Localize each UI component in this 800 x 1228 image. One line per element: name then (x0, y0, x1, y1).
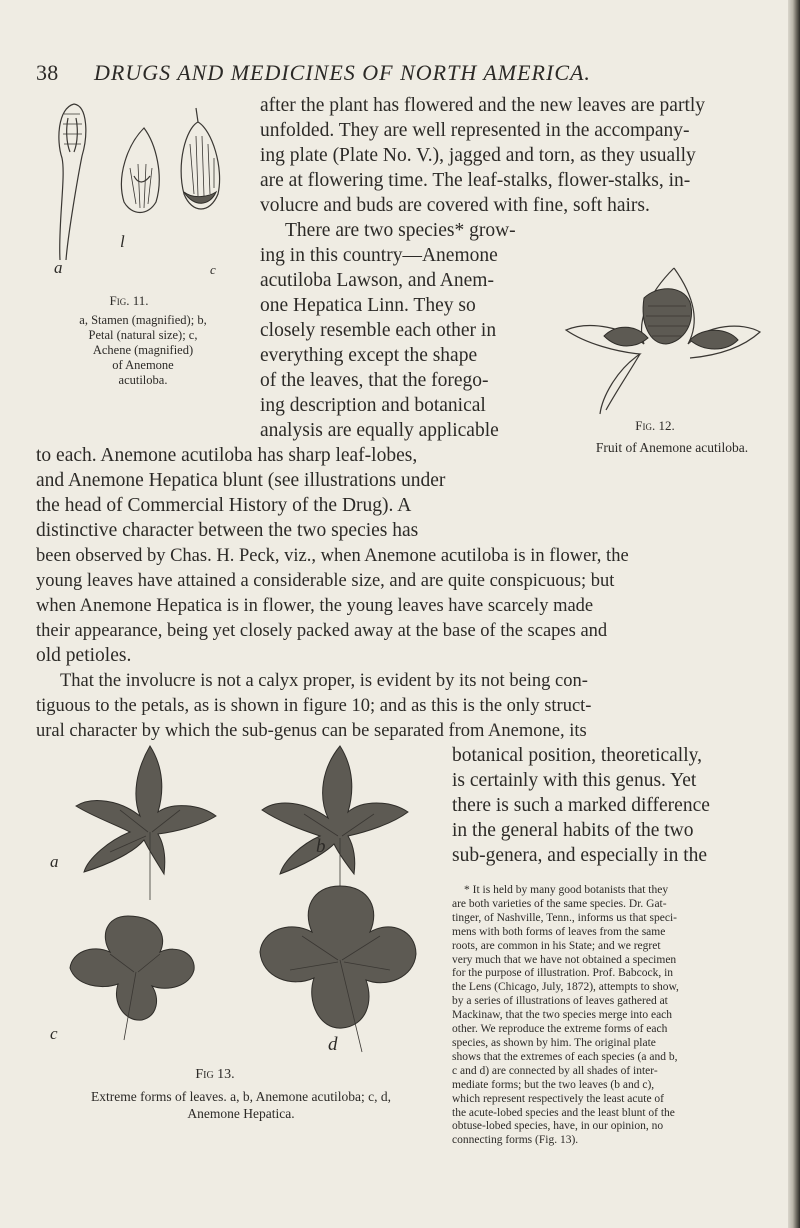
body-line: after the plant has flowered and the new leaves are partly (260, 95, 706, 116)
fig11-label-c: c (210, 262, 216, 277)
body-line: There are two species* grow- (285, 220, 516, 241)
footnote-line: for the purpose of illustration. Prof. Babcock, in (452, 967, 674, 980)
footnote-line: c and d) are connected by all shades of inter- (452, 1064, 658, 1077)
fig12-caption: Fruit of Anemone acutiloba. (595, 440, 749, 455)
body-line: tiguous to the petals, as is shown in figure 10; and as this is the only struct- (36, 696, 592, 716)
footnote-line: obtuse-lobed species, have, in our opinion, no (452, 1120, 664, 1133)
fig13-caption-line: Anemone Hepatica. (187, 1106, 295, 1121)
footnote-line: the Lens (Chicago, July, 1872), attempts to show, (452, 981, 679, 994)
body-line: their appearance, being yet closely packed away at the base of the scapes and (36, 621, 608, 641)
body-line: ing plate (Plate No. V.), jagged and torn, as they usually (260, 145, 696, 166)
fig11-illustration (44, 84, 244, 288)
stamen-drawing (59, 104, 86, 260)
body-line: is certainly with this genus. Yet (452, 770, 697, 791)
footnote-line: which represent respectively the least acute of (452, 1092, 665, 1105)
fig11-caption-line: Petal (natural size); c, (88, 328, 198, 342)
footnote-line: connecting forms (Fig. 13). (452, 1134, 579, 1147)
body-line: unfolded. They are well represented in the accompany- (260, 120, 690, 141)
body-line: been observed by Chas. H. Peck, viz., when Anemone acutiloba is in flower, the (36, 546, 629, 566)
fig13-label-b: b (316, 836, 326, 857)
footnote-line: mediate forms; but the two leaves (b and c), (452, 1078, 655, 1091)
fig11-caption-line: of Anemone (112, 358, 174, 372)
body-line: young leaves have attained a considerable size, and are quite conspicuous; but (36, 571, 615, 591)
fig12-illustration (556, 258, 766, 418)
petal-drawing (121, 128, 159, 213)
body-line: when Anemone Hepatica is in flower, the young leaves have scarcely made (36, 596, 594, 616)
footnote-line: are both varieties of the same species. Dr. Gat- (452, 897, 667, 910)
footnote-line: other. We reproduce the extreme forms of each (452, 1023, 668, 1036)
body-line: one Hepatica Linn. They so (260, 295, 476, 316)
fig11-caption-line: Achene (magnified) (92, 343, 194, 357)
fig13-label-d: d (328, 1034, 338, 1055)
body-line: everything except the shape (260, 345, 478, 366)
fig11-label-a: a (54, 258, 63, 277)
body-line: are at flowering time. The leaf-stalks, flower-stalks, in- (260, 170, 691, 191)
footnote-line: species, as shown by him. The original plate (452, 1036, 656, 1049)
page-number: 38 (36, 60, 59, 85)
footnote-line: the acute-lobed species and the least blunt of the (452, 1106, 675, 1119)
fig13-label-a: a (50, 852, 59, 871)
achene-drawing (181, 108, 219, 209)
body-line: closely resemble each other in (260, 320, 497, 341)
body-line: That the involucre is not a calyx proper, is evident by its not being con- (60, 671, 588, 691)
fig13-illustration (40, 740, 440, 1080)
fig11-caption-line: acutiloba. (118, 373, 168, 387)
body-line: the head of Commercial History of the Drug). A (36, 495, 412, 516)
leaf-d-obtuse (260, 886, 416, 1052)
body-line: in the general habits of the two (452, 820, 694, 841)
body-line: ural character by which the sub-genus can be separated from Anemone, its (36, 721, 587, 741)
body-line: distinctive character between the two species has (36, 520, 419, 541)
body-line: and Anemone Hepatica blunt (see illustrations under (36, 470, 446, 491)
footnote-line: roots, are common in his State; and we regret (452, 939, 661, 952)
footnote-line: very much that we have not obtained a specimen (452, 953, 677, 966)
body-line: ing in this country—Anemone (260, 245, 498, 266)
fig13-label-c: c (50, 1024, 58, 1043)
body-line: botanical position, theoretically, (452, 745, 702, 766)
body-line: volucre and buds are covered with fine, soft hairs. (260, 195, 650, 216)
fig11-title: Fig. 11. (109, 293, 149, 308)
body-line: acutiloba Lawson, and Anem- (260, 270, 494, 291)
body-line: analysis are equally applicable (260, 420, 499, 441)
leaf-b-acute (262, 746, 408, 906)
fig13-caption (34, 1088, 448, 1122)
leaf-a-acute (76, 746, 216, 900)
running-title: DRUGS AND MEDICINES OF NORTH AMERICA. (94, 60, 591, 85)
footnote-line: Mackinaw, that the two species merge into each (452, 1009, 673, 1022)
fig11-label-b: l (120, 232, 125, 251)
scan-edge (788, 0, 800, 1228)
footnote-line: * It is held by many good botanists that they (464, 884, 669, 896)
footnote (452, 884, 679, 1148)
fig11-caption-line: a, Stamen (magnified); b, (79, 313, 207, 327)
footnote-line: by a series of illustrations of leaves gathered at (452, 995, 668, 1008)
footnote-line: tinger, of Nashville, Tenn., informs us that speci- (452, 911, 677, 924)
footnote-line: shows that the extremes of each species (a and b, (452, 1050, 678, 1063)
body-line: to each. Anemone acutiloba has sharp leaf-lobes, (36, 445, 418, 466)
body-line: sub-genera, and especially in the (452, 845, 708, 866)
fig12-title: Fig. 12. (635, 418, 675, 433)
body-line: of the leaves, that the forego- (260, 370, 489, 391)
body-line: ing description and botanical (260, 395, 486, 416)
fig13-caption-line: Extreme forms of leaves. a, b, Anemone acutiloba; c, d, (91, 1089, 391, 1104)
footnote-line: mens with both forms of leaves from the same (452, 925, 666, 938)
leaf-c-obtuse (70, 916, 194, 1040)
fig13-title: Fig 13. (195, 1067, 235, 1082)
body-line: old petioles. (36, 645, 132, 666)
body-line: there is such a marked difference (452, 795, 710, 816)
fig11-caption (34, 313, 252, 388)
